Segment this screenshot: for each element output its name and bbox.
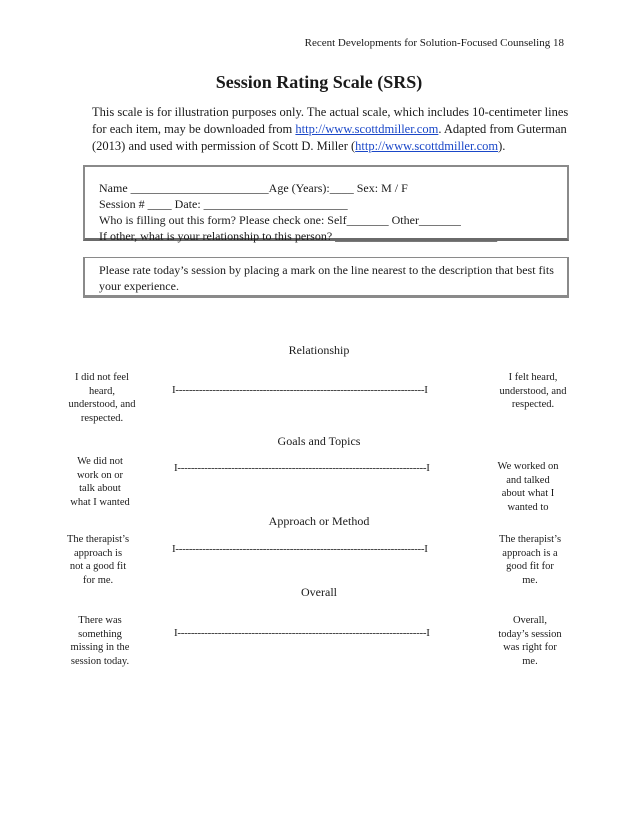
anchor-line: talk about (79, 483, 121, 494)
anchor-line: for me. (82, 574, 114, 586)
running-head: Recent Developments for Solution-Focused Counseling 18 (304, 37, 564, 49)
overall-right-anchor (488, 614, 572, 668)
approach-rating-line[interactable]: I--------------------------------------------------------------------------I (172, 543, 428, 555)
anchor-line: respected. (511, 399, 555, 410)
anchor-line: today’s session (498, 628, 562, 640)
anchor-line: me. (522, 574, 538, 586)
scottdmiller-link-2[interactable]: http://www.scottdmiller.com (355, 139, 499, 153)
instructions-text: Please rate today’s session by placing a mark on the line nearest to the description that best fits your experience. (99, 263, 554, 293)
anchor-line: We did not (77, 456, 123, 467)
anchor-line: something (78, 628, 122, 640)
anchor-line: understood, and (499, 385, 567, 397)
anchor-line: The therapist’s (498, 534, 562, 545)
scottdmiller-link-1[interactable]: http://www.scottdmiller.com (295, 122, 439, 136)
overall-left-anchor (58, 614, 142, 668)
relationship-line: If other, what is your relationship to this person? ___________________________ (99, 229, 498, 243)
page-title: Session Rating Scale (SRS) (215, 72, 423, 92)
relationship-left-anchor (60, 371, 144, 425)
anchor-line: I did not feel (75, 372, 129, 383)
anchor-line: Overall, (512, 615, 548, 626)
anchor-line: missing in the (70, 642, 130, 653)
intro-text-2: . Adapted from Guterman (2013) and used with permission of Scott D. Miller ( (92, 122, 567, 153)
item-title-overall: Overall (301, 585, 337, 599)
anchor-line: me. (522, 655, 538, 667)
instructions-box-top-rule (83, 257, 569, 258)
anchor-line: was right for (503, 642, 557, 653)
goals-rating-line[interactable]: I--------------------------------------------------------------------------I (174, 462, 430, 474)
item-title-relationship: Relationship (288, 343, 350, 357)
anchor-line: work on or (76, 469, 124, 481)
anchor-line: There was (78, 615, 122, 626)
anchor-line: We worked on (497, 461, 559, 472)
anchor-line: not a good fit (69, 561, 127, 572)
intro-text-1: This scale is for illustration purposes only. The actual scale, which includes 10-centimeter lines for each item, may be downloaded from (92, 105, 569, 136)
approach-right-anchor (488, 533, 572, 587)
anchor-line: wanted to (507, 501, 549, 513)
anchor-line: approach is (73, 547, 123, 559)
intro-text-3: ). (498, 139, 506, 153)
approach-left-anchor (56, 533, 140, 587)
anchor-line: understood, and (68, 399, 136, 410)
form-filler-line: Who is filling out this form? Please check one: Self_______ Other_______ (99, 213, 461, 227)
item-title-approach-method: Approach or Method (268, 514, 370, 528)
anchor-line: approach is a (502, 547, 558, 559)
anchor-line: session today. (70, 655, 130, 667)
client-info-box (83, 165, 569, 241)
session-date-line: Session # ____ Date: ________________________ (99, 197, 348, 211)
anchor-line: The therapist’s (66, 534, 130, 545)
instructions-box (83, 257, 569, 298)
name-age-sex-line: Name _______________________Age (Years):____ Sex: M / F (99, 181, 408, 195)
anchor-line: what I wanted (70, 496, 130, 508)
anchor-line: I felt heard, (508, 372, 558, 383)
goals-right-anchor (486, 460, 570, 514)
anchor-line: good fit for (506, 561, 554, 572)
item-title-goals-topics: Goals and Topics (277, 434, 361, 448)
intro-paragraph (92, 104, 582, 155)
anchor-line: about what I (501, 488, 555, 499)
relationship-right-anchor (491, 371, 575, 412)
relationship-rating-line[interactable]: I--------------------------------------------------------------------------I (172, 384, 428, 396)
anchor-line: and talked (506, 474, 550, 486)
anchor-line: respected. (80, 412, 124, 424)
overall-rating-line[interactable]: I--------------------------------------------------------------------------I (174, 627, 430, 639)
goals-left-anchor (58, 455, 142, 509)
anchor-line: heard, (89, 385, 115, 397)
